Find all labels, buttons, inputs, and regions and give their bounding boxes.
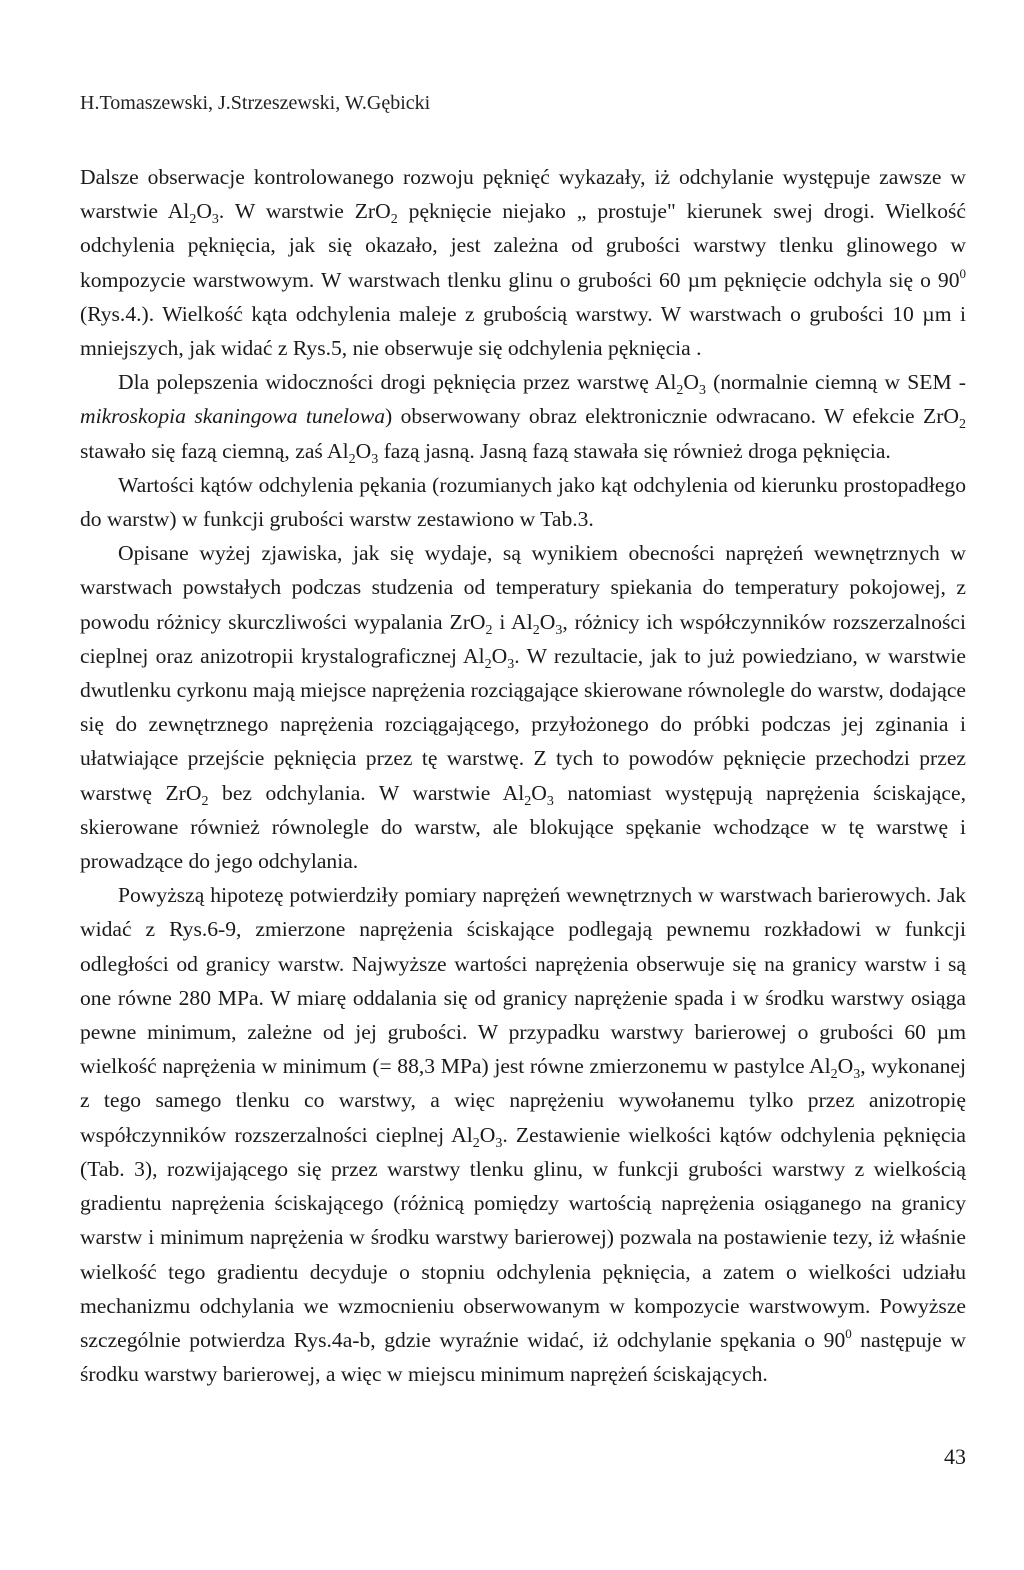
subscript: 2 [348, 451, 356, 467]
subscript: 2 [472, 1135, 480, 1151]
text-run: , wykonanej z tego samego tlenku co warstwy, a więc naprężeniu wywołanemu tylko przez anizotropię współczynników rozszerzalności cieplnej Al [80, 1054, 966, 1147]
text-run: O [539, 609, 556, 634]
subscript: 2 [390, 212, 398, 228]
superscript: 0 [959, 265, 966, 281]
subscript: 2 [958, 417, 966, 433]
text-run: (normalnie ciemną w SEM - [706, 370, 966, 395]
paragraph [80, 878, 966, 1391]
text-run: stawało się fazą ciemną, zaś Al [80, 438, 349, 463]
text-run: O [355, 438, 372, 463]
text-run: O [491, 643, 508, 668]
text-run: bez odchylania. W warstwie Al [208, 780, 525, 805]
text-run: O [683, 370, 700, 395]
subscript: 3 [555, 622, 563, 638]
text-run: fazą jasną. Jasną fazą stawała się również droga pęknięcia. [378, 438, 891, 463]
running-header-authors: H.Tomaszewski, J.Strzeszewski, W.Gębicki [80, 92, 431, 114]
text-run: . Zestawienie wielkości kątów odchylenia pęknięcia (Tab. 3), rozwijającego się przez warstwy tlenku glinu, w funkcji grubości warstwy z wielkością gradientu naprężenia ściskającego (różnicą pomiędzy wartością naprężenia osiąganego na granicy warstw i minimum naprężenia w środku warstwy barierowej) pozwala na postawienie tezy, iż właśnie wielkość tego gradientu decyduje o stopniu odchylenia pęknięcia, a zatem o wielkości udziału mechanizmu odchylania we wzmocnieniu obserwowanym w kompozycie warstwowym. Powyższe szczególnie potwierdza Rys.4a-b, gdzie wyraźnie widać, iż odchylanie spękania o 90 [80, 1122, 966, 1352]
subscript: 2 [524, 793, 532, 809]
subscript: 3 [211, 212, 219, 228]
subscript: 3 [371, 451, 379, 467]
subscript: 2 [485, 622, 493, 638]
paragraph [80, 468, 966, 536]
superscript: 0 [845, 1325, 852, 1341]
body-text [80, 160, 966, 1391]
subscript: 3 [699, 383, 707, 399]
subscript: 2 [484, 656, 492, 672]
text-run: Powyższą hipotezę potwierdziły pomiary naprężeń wewnętrznych w warstwach barierowych. Jak widać z Rys.6-9, zmierzone naprężenia ściskające podlegają pewnemu rozkładowi w funkcji odległości od granicy warstw. Najwyższe wartości naprężenia obserwuje się na granicy warstw i są one równe 280 MPa. W miarę oddalania się od granicy naprężenie spada i w środku warstwy osiąga pewne minimum, zależne od jej grubości. W przypadku warstwy barierowej o grubości 60 µm wielkość naprężenia w minimum (= 88,3 MPa) jest równe zmierzonemu w pastylce Al [80, 883, 966, 1079]
subscript: 2 [830, 1067, 838, 1083]
text-run: O [837, 1054, 854, 1079]
text-run: Dla polepszenia widoczności drogi pęknięcia przez warstwę Al [118, 370, 677, 395]
text-run: O [479, 1122, 496, 1147]
subscript: 3 [495, 1135, 503, 1151]
text-run: natomiast występują naprężenia ściskające, skierowane również równolegle do warstw, ale blokujące spękanie wchodzące w tę warstwę i prowadzące do jego odchylania. [80, 780, 966, 874]
paragraph [80, 365, 966, 468]
subscript: 2 [676, 383, 684, 399]
italic-text: mikroskopia skaningowa tunelowa [80, 404, 386, 429]
text-run: i Al [492, 609, 533, 634]
text-run: , różnicy ich współczynników rozszerzalności cieplnej oraz anizotropii krystalograficznej Al [80, 609, 967, 668]
text-run: O [531, 780, 547, 805]
subscript: 3 [507, 656, 515, 672]
subscript: 2 [189, 212, 197, 228]
text-run: . W rezultacie, jak to już powiedziano, w warstwie dwutlenku cyrkonu mają miejsce naprężenia rozciągające skierowane równolegle do warstw, dodające się do zewnętrznego naprężenia rozciągającego, przyłożonego do próbki podczas jej zginania i ułatwiające przejście pęknięcia przez tę warstwę. Z tych to powodów pęknięcie przechodzi przez warstwę ZrO [80, 643, 967, 805]
subscript: 3 [546, 793, 554, 809]
text-run: (Rys.4.). Wielkość kąta odchylenia maleje z grubością warstwy. W warstwach o grubości 10 µm i mniejszych, jak widać z Rys.5, nie obserwuje się odchylenia pęknięcia . [80, 301, 966, 361]
text-run: Wartości kątów odchylenia pękania (rozumianych jako kąt odchylenia od kierunku prostopadłego do warstw) w funkcji grubości warstw zestawiono w Tab.3. [80, 472, 966, 532]
text-run: ) obserwowany obraz elektronicznie odwracano. W efekcie ZrO [385, 404, 959, 429]
text-run: następuje w środku warstwy barierowej, a więc w miejscu minimum naprężeń ściskających. [80, 1327, 967, 1387]
text-run: pęknięcie niejako „ prostuje" kierunek swej drogi. Wielkość odchylenia pęknięcia, jak się okazało, jest zależna od grubości warstwy tlenku glinowego w kompozycie warstwowym. W warstwach tlenku glinu o grubości 60 µm pęknięcie odchyla się o 90 [80, 199, 966, 292]
text-run: Opisane wyżej zjawiska, jak się wydaje, są wynikiem obecności naprężeń wewnętrznych w warstwach powstałych podczas studzenia od temperatury spiekania do temperatury pokojowej, z powodu różnicy skurczliwości wypalania ZrO [80, 541, 966, 634]
paragraph [80, 536, 966, 878]
subscript: 2 [532, 622, 540, 638]
text-run: O [196, 199, 212, 224]
page-number: 43 [944, 1444, 966, 1469]
text-run: . W warstwie ZrO [218, 199, 391, 224]
text-run: Dalsze obserwacje kontrolowanego rozwoju pęknięć wykazały, iż odchylanie występuje zawsze w warstwie Al [80, 165, 966, 224]
subscript: 3 [853, 1067, 861, 1083]
subscript: 2 [201, 793, 209, 809]
paragraph [80, 160, 966, 365]
